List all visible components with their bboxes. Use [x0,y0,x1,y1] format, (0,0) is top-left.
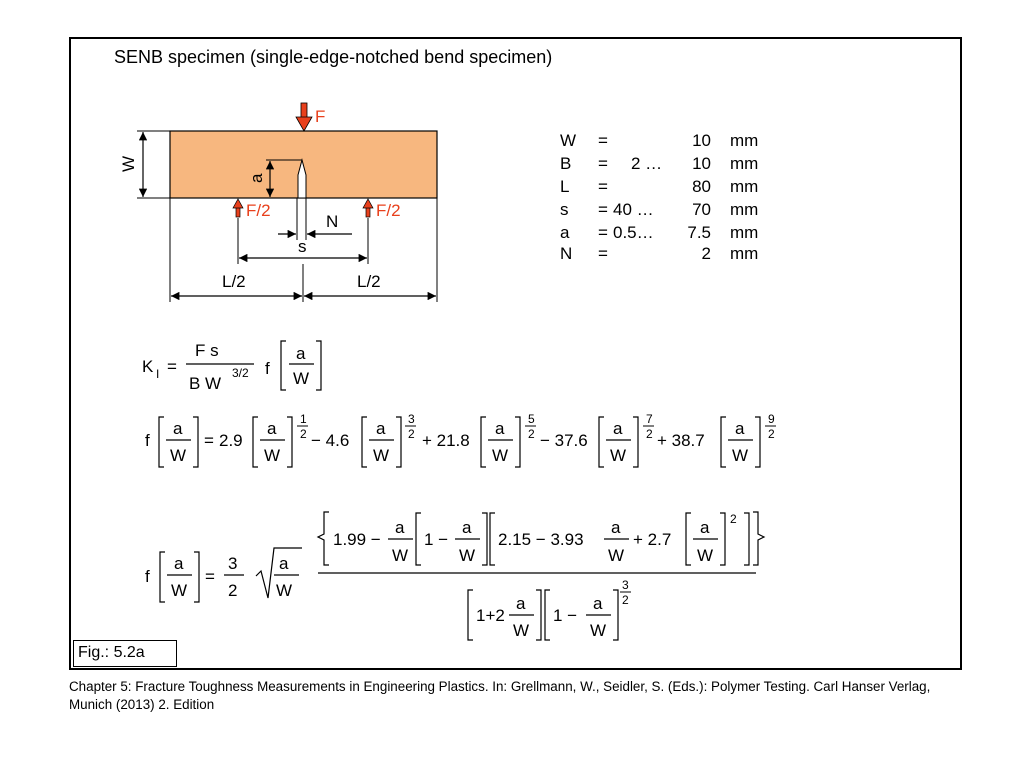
svg-text:W: W [697,546,714,565]
svg-text:2 …: 2 … [631,154,663,173]
svg-text:+ 2.7: + 2.7 [633,530,672,549]
dim-l-left-label: L/2 [222,272,246,291]
svg-text:=: = [598,223,608,242]
svg-text:2: 2 [730,512,737,526]
formula-k1 [142,341,321,393]
svg-text:W: W [608,546,625,565]
dim-a-label: a [247,173,266,183]
svg-text:1 −: 1 − [424,530,449,549]
force-label-top: F [315,107,326,126]
svg-text:2.9: 2.9 [219,431,243,450]
svg-text:K: K [142,357,154,376]
svg-text:2.15 − 3.93: 2.15 − 3.93 [498,530,584,549]
figure-label: Fig.: 5.2a [73,640,177,667]
svg-text:=: = [598,244,608,263]
svg-text:2: 2 [622,593,629,607]
citation-text: Chapter 5: Fracture Toughness Measurements in Engineering Plastics. In: Grellmann, W., Seidler, S. (Eds.): Polymer Testing. Carl Hanser Verlag, Munich (2013) 2. Edition [69,679,931,712]
param-row [560,244,758,263]
svg-text:a: a [395,518,405,537]
svg-text:2: 2 [646,427,653,441]
svg-text:W: W [276,581,293,600]
force-arrow-top [296,103,312,131]
param-row [560,223,758,242]
svg-text:2: 2 [300,427,307,441]
svg-text:7.5: 7.5 [687,223,711,242]
svg-text:W: W [264,446,281,465]
svg-text:mm: mm [730,154,759,173]
svg-text:3: 3 [408,412,415,426]
svg-text:2: 2 [768,427,775,441]
svg-text:− 37.6: − 37.6 [540,431,588,450]
svg-text:N: N [560,244,573,263]
svg-text:2: 2 [228,581,238,600]
svg-text:10: 10 [692,154,711,173]
svg-text:70: 70 [692,200,711,219]
svg-text:W: W [459,546,476,565]
svg-text:1: 1 [300,412,307,426]
svg-text:W: W [170,446,187,465]
svg-text:F s: F s [195,341,219,360]
param-row [560,200,758,219]
svg-text:+ 38.7: + 38.7 [657,431,705,450]
svg-text:W: W [590,621,607,640]
dim-n-label: N [326,212,339,231]
svg-text:9: 9 [768,412,775,426]
svg-text:W: W [513,621,530,640]
svg-text:3: 3 [228,554,238,573]
svg-text:a: a [700,518,710,537]
svg-text:− 4.6: − 4.6 [311,431,350,450]
force-label-right: F/2 [376,201,401,220]
svg-text:a: a [560,223,570,242]
svg-text:W: W [492,446,509,465]
dim-s-label: s [298,237,307,256]
svg-text:W: W [610,446,627,465]
svg-text:=: = [598,177,608,196]
svg-text:a: a [174,554,184,573]
param-row [560,131,758,150]
svg-text:a: a [495,419,505,438]
svg-text:a: a [267,419,277,438]
svg-text:a: a [735,419,745,438]
dim-w-label: W [119,155,138,172]
svg-text:2: 2 [528,427,535,441]
formula-f1 [145,412,776,467]
svg-text:=: = [598,200,608,219]
svg-text:1+2: 1+2 [476,606,505,625]
svg-text:=: = [167,357,177,376]
svg-text:W: W [560,131,577,150]
svg-text:a: a [611,518,621,537]
senb-diagram [119,103,437,302]
svg-text:=: = [598,131,608,150]
svg-text:0.5…: 0.5… [613,223,654,242]
svg-text:mm: mm [730,177,759,196]
svg-text:mm: mm [730,200,759,219]
svg-text:a: a [462,518,472,537]
svg-text:mm: mm [730,244,759,263]
svg-text:3: 3 [622,578,629,592]
force-arrow-left [233,199,243,217]
force-label-left: F/2 [246,201,271,220]
param-row [560,177,758,196]
formula-f2 [145,512,764,640]
svg-text:+ 21.8: + 21.8 [422,431,470,450]
svg-text:W: W [392,546,409,565]
svg-text:80: 80 [692,177,711,196]
svg-text:5: 5 [528,412,535,426]
svg-text:1.99 −: 1.99 − [333,530,381,549]
svg-text:L: L [560,177,570,196]
svg-text:s: s [560,200,569,219]
svg-text:a: a [279,554,289,573]
svg-text:mm: mm [730,131,759,150]
dim-l-right-label: L/2 [357,272,381,291]
svg-text:1 −: 1 − [553,606,578,625]
svg-text:W: W [293,369,310,388]
svg-text:a: a [296,344,306,363]
svg-text:f: f [145,431,150,450]
svg-text:a: a [613,419,623,438]
svg-text:=: = [205,567,215,586]
svg-text:7: 7 [646,412,653,426]
svg-text:W: W [732,446,749,465]
svg-text:a: a [516,594,526,613]
svg-text:=: = [598,154,608,173]
svg-text:I: I [156,367,160,381]
svg-text:B W: B W [189,374,222,393]
svg-text:a: a [173,419,183,438]
svg-text:B: B [560,154,572,173]
svg-text:2: 2 [408,427,415,441]
svg-text:f: f [265,359,270,378]
parameter-table [560,131,758,263]
svg-text:a: a [376,419,386,438]
svg-text:3/2: 3/2 [232,366,249,380]
svg-text:W: W [373,446,390,465]
svg-text:=: = [204,431,214,450]
param-row [560,154,758,173]
svg-text:10: 10 [692,131,711,150]
svg-text:mm: mm [730,223,759,242]
svg-text:W: W [171,581,188,600]
svg-text:f: f [145,567,150,586]
force-arrow-right [363,199,373,217]
page-title: SENB specimen (single-edge-notched bend specimen) [114,47,553,67]
svg-text:a: a [593,594,603,613]
svg-text:40 …: 40 … [613,200,654,219]
svg-text:2: 2 [701,244,711,263]
